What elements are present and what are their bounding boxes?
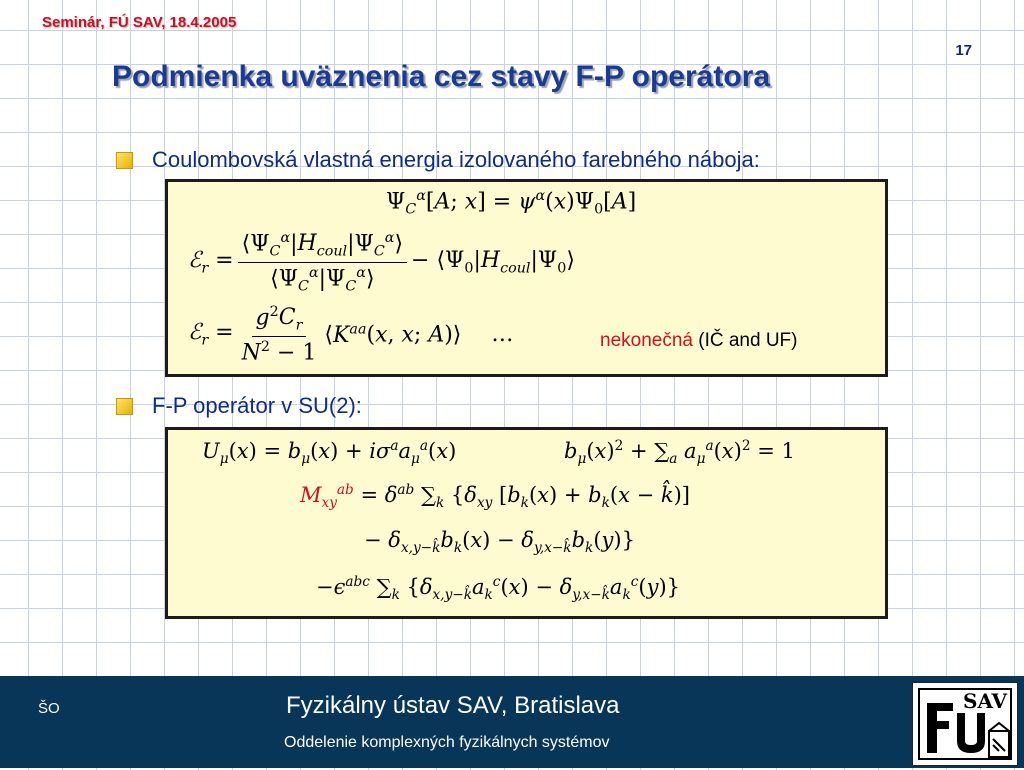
seminar-label: Seminár, FÚ SAV, 18.4.2005 [42,14,237,31]
bullet-coulomb [116,147,760,173]
footer-bar [0,676,1024,768]
bullet-square-icon [116,398,133,415]
sav-logo-text: SAV [963,689,1008,713]
equation-fp-matrix-line3: $-\epsilon^{abc}$ $\sum_k$ $\{\delta_{x,y-k̂}a_k^c(x) - \delta_{y,x-k̂}a_k^c(y)\}$ [316,574,680,604]
equation-fp-matrix-line1: $M_{xy}^{ab} = \delta^{ab}$ $\sum_k$ {$\delta_{xy}$ [$b_k(x) + b_k(x$ − k̂)] [300,482,690,512]
divergence-note-black: (IČ and UF) [698,330,798,351]
sav-logo [912,682,1018,766]
equation-box-fp [165,427,888,619]
equation-box-coulomb [165,179,888,377]
page-number: 17 [955,42,972,59]
equation-link-variable: $U_\mu(x) = b_\mu(x) + i\sigma^aa_\mu^a(x)$ [202,438,457,468]
equation-energy-ratio: ℰ$_r$ = $\frac{⟨\Psi_C^\alpha|H_{coul}|\Psi_C^\alpha⟩}{⟨\Psi_C^\alpha|\Psi_C^\alpha⟩}$ − $⟨\Psi_0|H_{coul}|\Psi_0⟩$ [188,230,575,295]
bullet-text: F-P operátor v SU(2): [152,393,362,418]
divergence-note-red: nekonečná [600,330,693,351]
equation-constraint: $b_\mu(x)^2 + \sum_a$ $a_\mu^a(x)^2 = 1$ [564,438,795,468]
slide-title: Podmienka uväznenia cez stavy F-P operátora [112,60,771,93]
footer-institute: Fyzikálny ústav SAV, Bratislava [286,692,620,719]
footer-department: Oddelenie komplexných fyzikálnych systémov [284,734,610,751]
footer-author: ŠO [38,700,60,717]
bullet-fp-operator [116,393,362,419]
bullet-square-icon [116,152,133,169]
equation-fp-matrix-line2: − $\delta_{x,y-k̂}b_k(x) - \delta_{y,x-k̂}b_k(y)$} [364,528,635,557]
equation-psi-c: $\Psi_C^\alpha[A$; $x] = \psi^\alpha(x)\Psi_0[A]$ [386,188,637,218]
equation-energy-kernel: ℰ$_r$ = $\frac{g^2C_r}{N^2 - 1}$ $⟨K^{aa}(x$, x; A)⟩ … [188,304,514,366]
ellipsis: … [491,322,514,348]
divergence-note [600,330,798,352]
bullet-text: Coulombovská vlastná energia izolovaného farebného náboja: [152,147,760,172]
